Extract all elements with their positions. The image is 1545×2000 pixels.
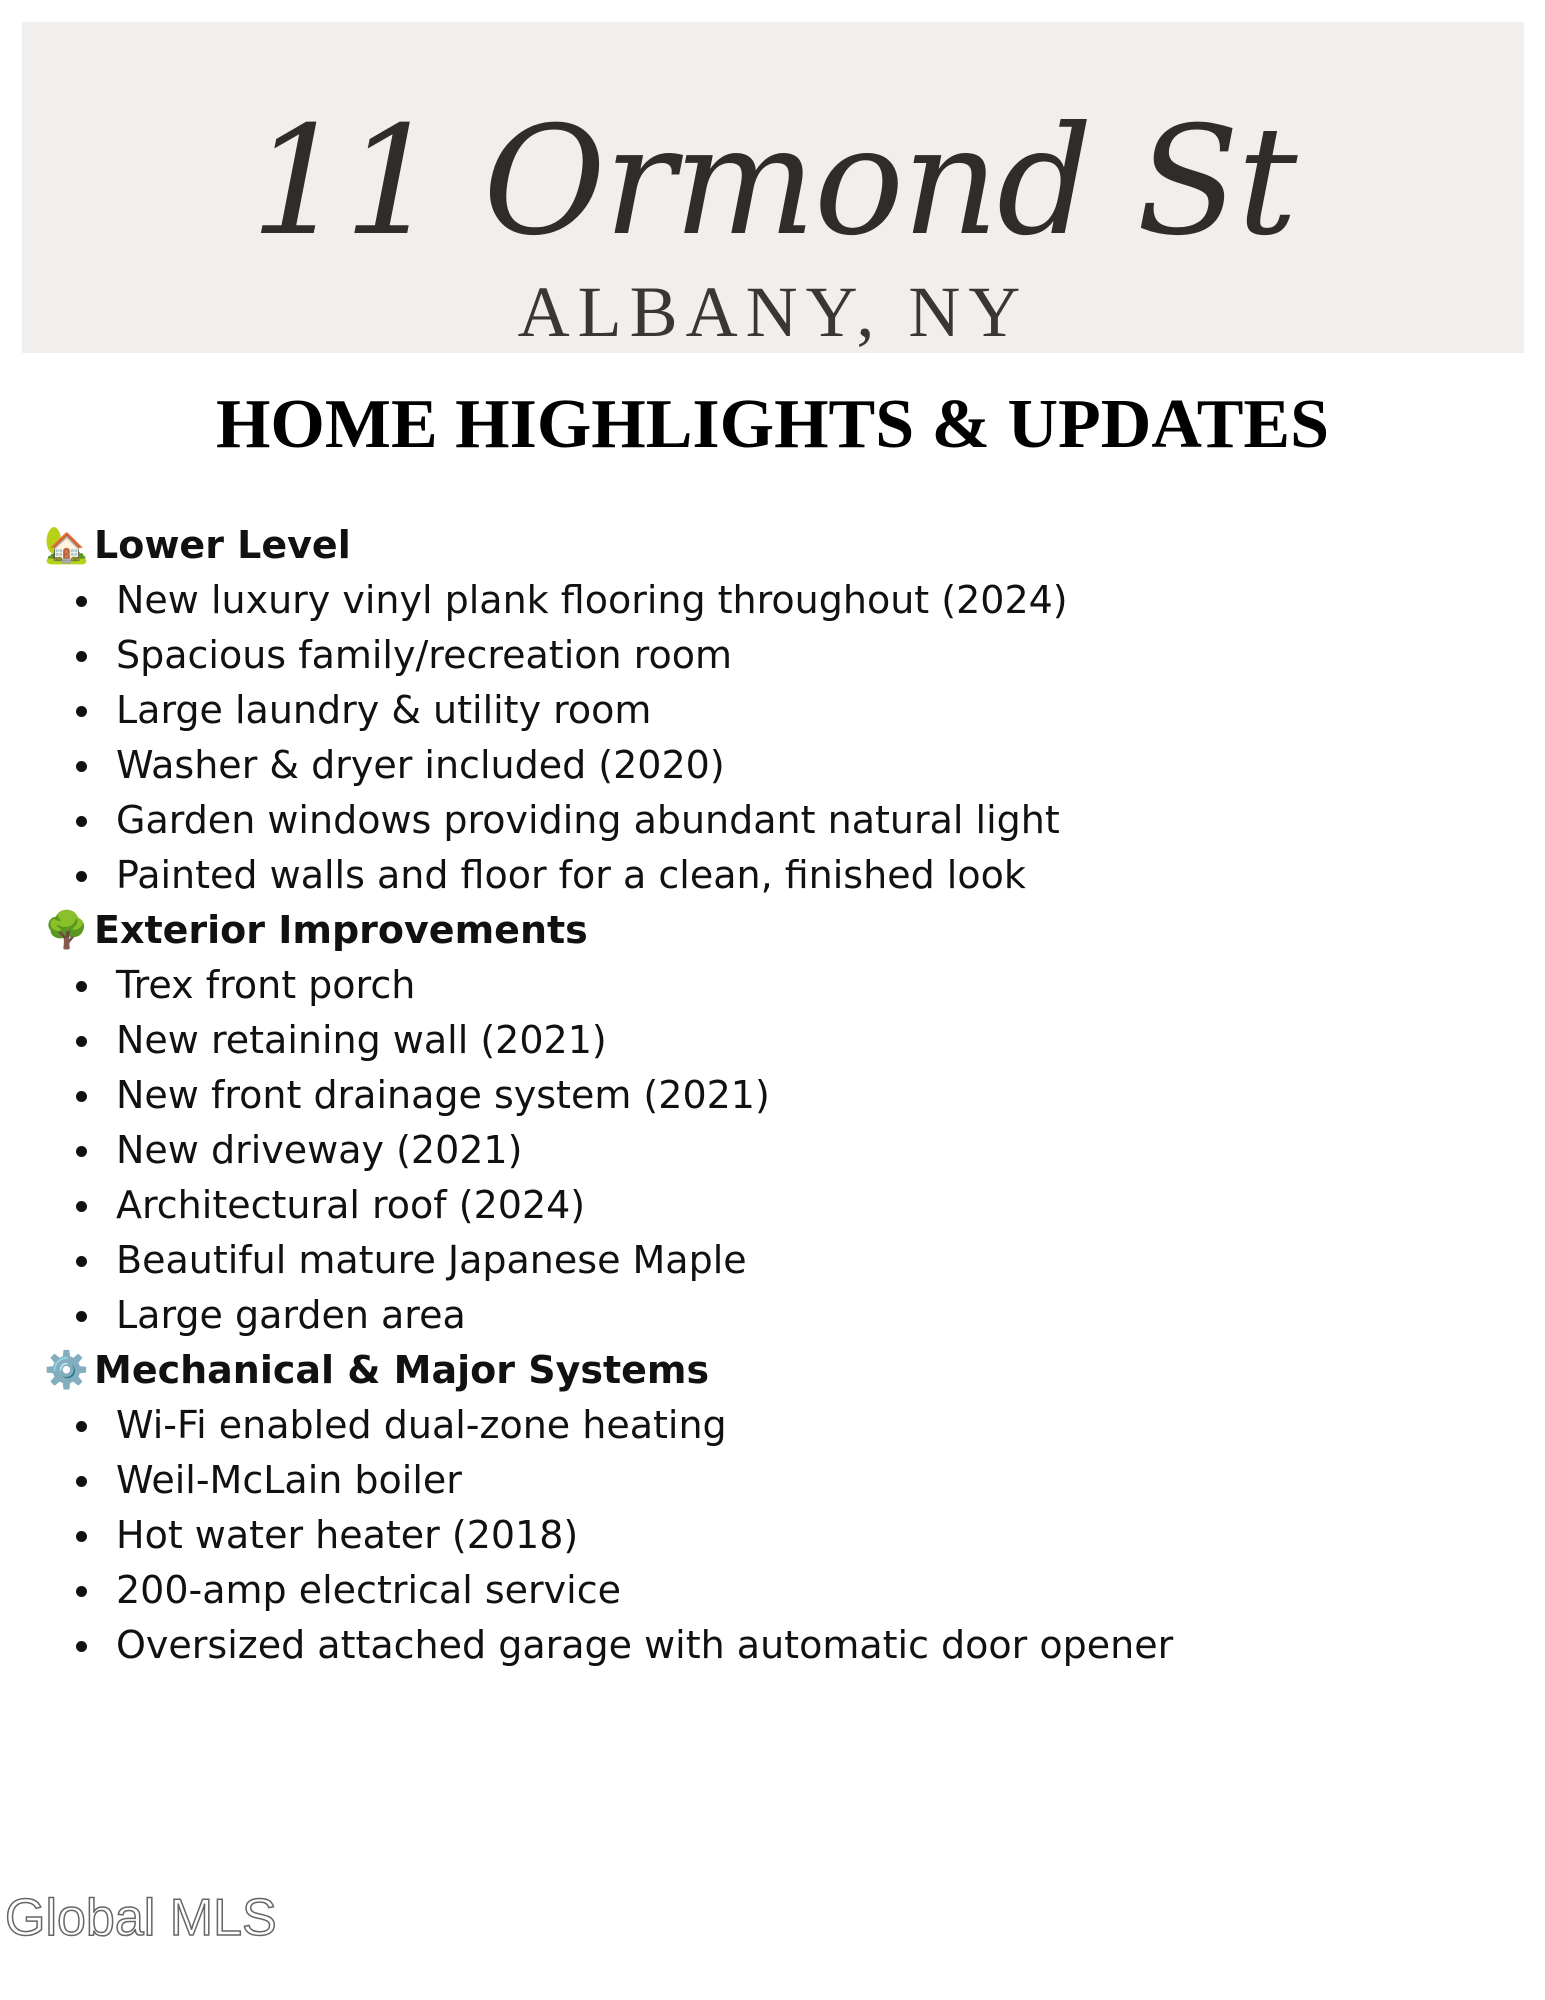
section-mechanical-systems — [44, 1343, 1484, 1673]
list-item: Oversized attached garage with automatic door opener — [44, 1618, 1484, 1673]
list-item: Beautiful mature Japanese Maple — [44, 1233, 1484, 1288]
section-lower-level — [44, 518, 1484, 903]
section-heading-label: Mechanical & Major Systems — [94, 1348, 710, 1392]
section-heading — [44, 518, 1484, 573]
section-exterior-improvements — [44, 903, 1484, 1343]
list-item: Spacious family/recreation room — [44, 628, 1484, 683]
list-item: Washer & dryer included (2020) — [44, 738, 1484, 793]
list-item: New driveway (2021) — [44, 1123, 1484, 1178]
list-item: Large laundry & utility room — [44, 683, 1484, 738]
list-item: Trex front porch — [44, 958, 1484, 1013]
address-title: 11 Ormond St — [250, 95, 1296, 269]
list-item: Hot water heater (2018) — [44, 1508, 1484, 1563]
list-item: New luxury vinyl plank flooring throughout (2024) — [44, 573, 1484, 628]
list-item: Garden windows providing abundant natural light — [44, 793, 1484, 848]
city-state: ALBANY, NY — [517, 272, 1029, 352]
tree-icon: 🌳 — [44, 910, 89, 951]
section-items — [44, 573, 1484, 903]
list-item: Wi-Fi enabled dual-zone heating — [44, 1398, 1484, 1453]
list-item: Painted walls and floor for a clean, finished look — [44, 848, 1484, 903]
list-item: Weil-McLain boiler — [44, 1453, 1484, 1508]
list-item: Architectural roof (2024) — [44, 1178, 1484, 1233]
list-item: New retaining wall (2021) — [44, 1013, 1484, 1068]
section-items — [44, 1398, 1484, 1673]
page-title: HOME HIGHLIGHTS & UPDATES — [215, 386, 1330, 463]
house-icon: 🏡 — [44, 525, 89, 566]
section-heading-label: Lower Level — [94, 523, 351, 567]
section-heading — [44, 1343, 1484, 1398]
list-item: 200-amp electrical service — [44, 1563, 1484, 1618]
section-heading — [44, 903, 1484, 958]
gear-icon: ⚙️ — [44, 1350, 89, 1391]
global-mls-logo: Global MLS — [5, 1889, 277, 1947]
section-heading-label: Exterior Improvements — [94, 908, 588, 952]
list-item: Large garden area — [44, 1288, 1484, 1343]
list-item: New front drainage system (2021) — [44, 1068, 1484, 1123]
section-items — [44, 958, 1484, 1343]
header-banner — [22, 22, 1524, 353]
highlights-list — [44, 518, 1484, 1673]
